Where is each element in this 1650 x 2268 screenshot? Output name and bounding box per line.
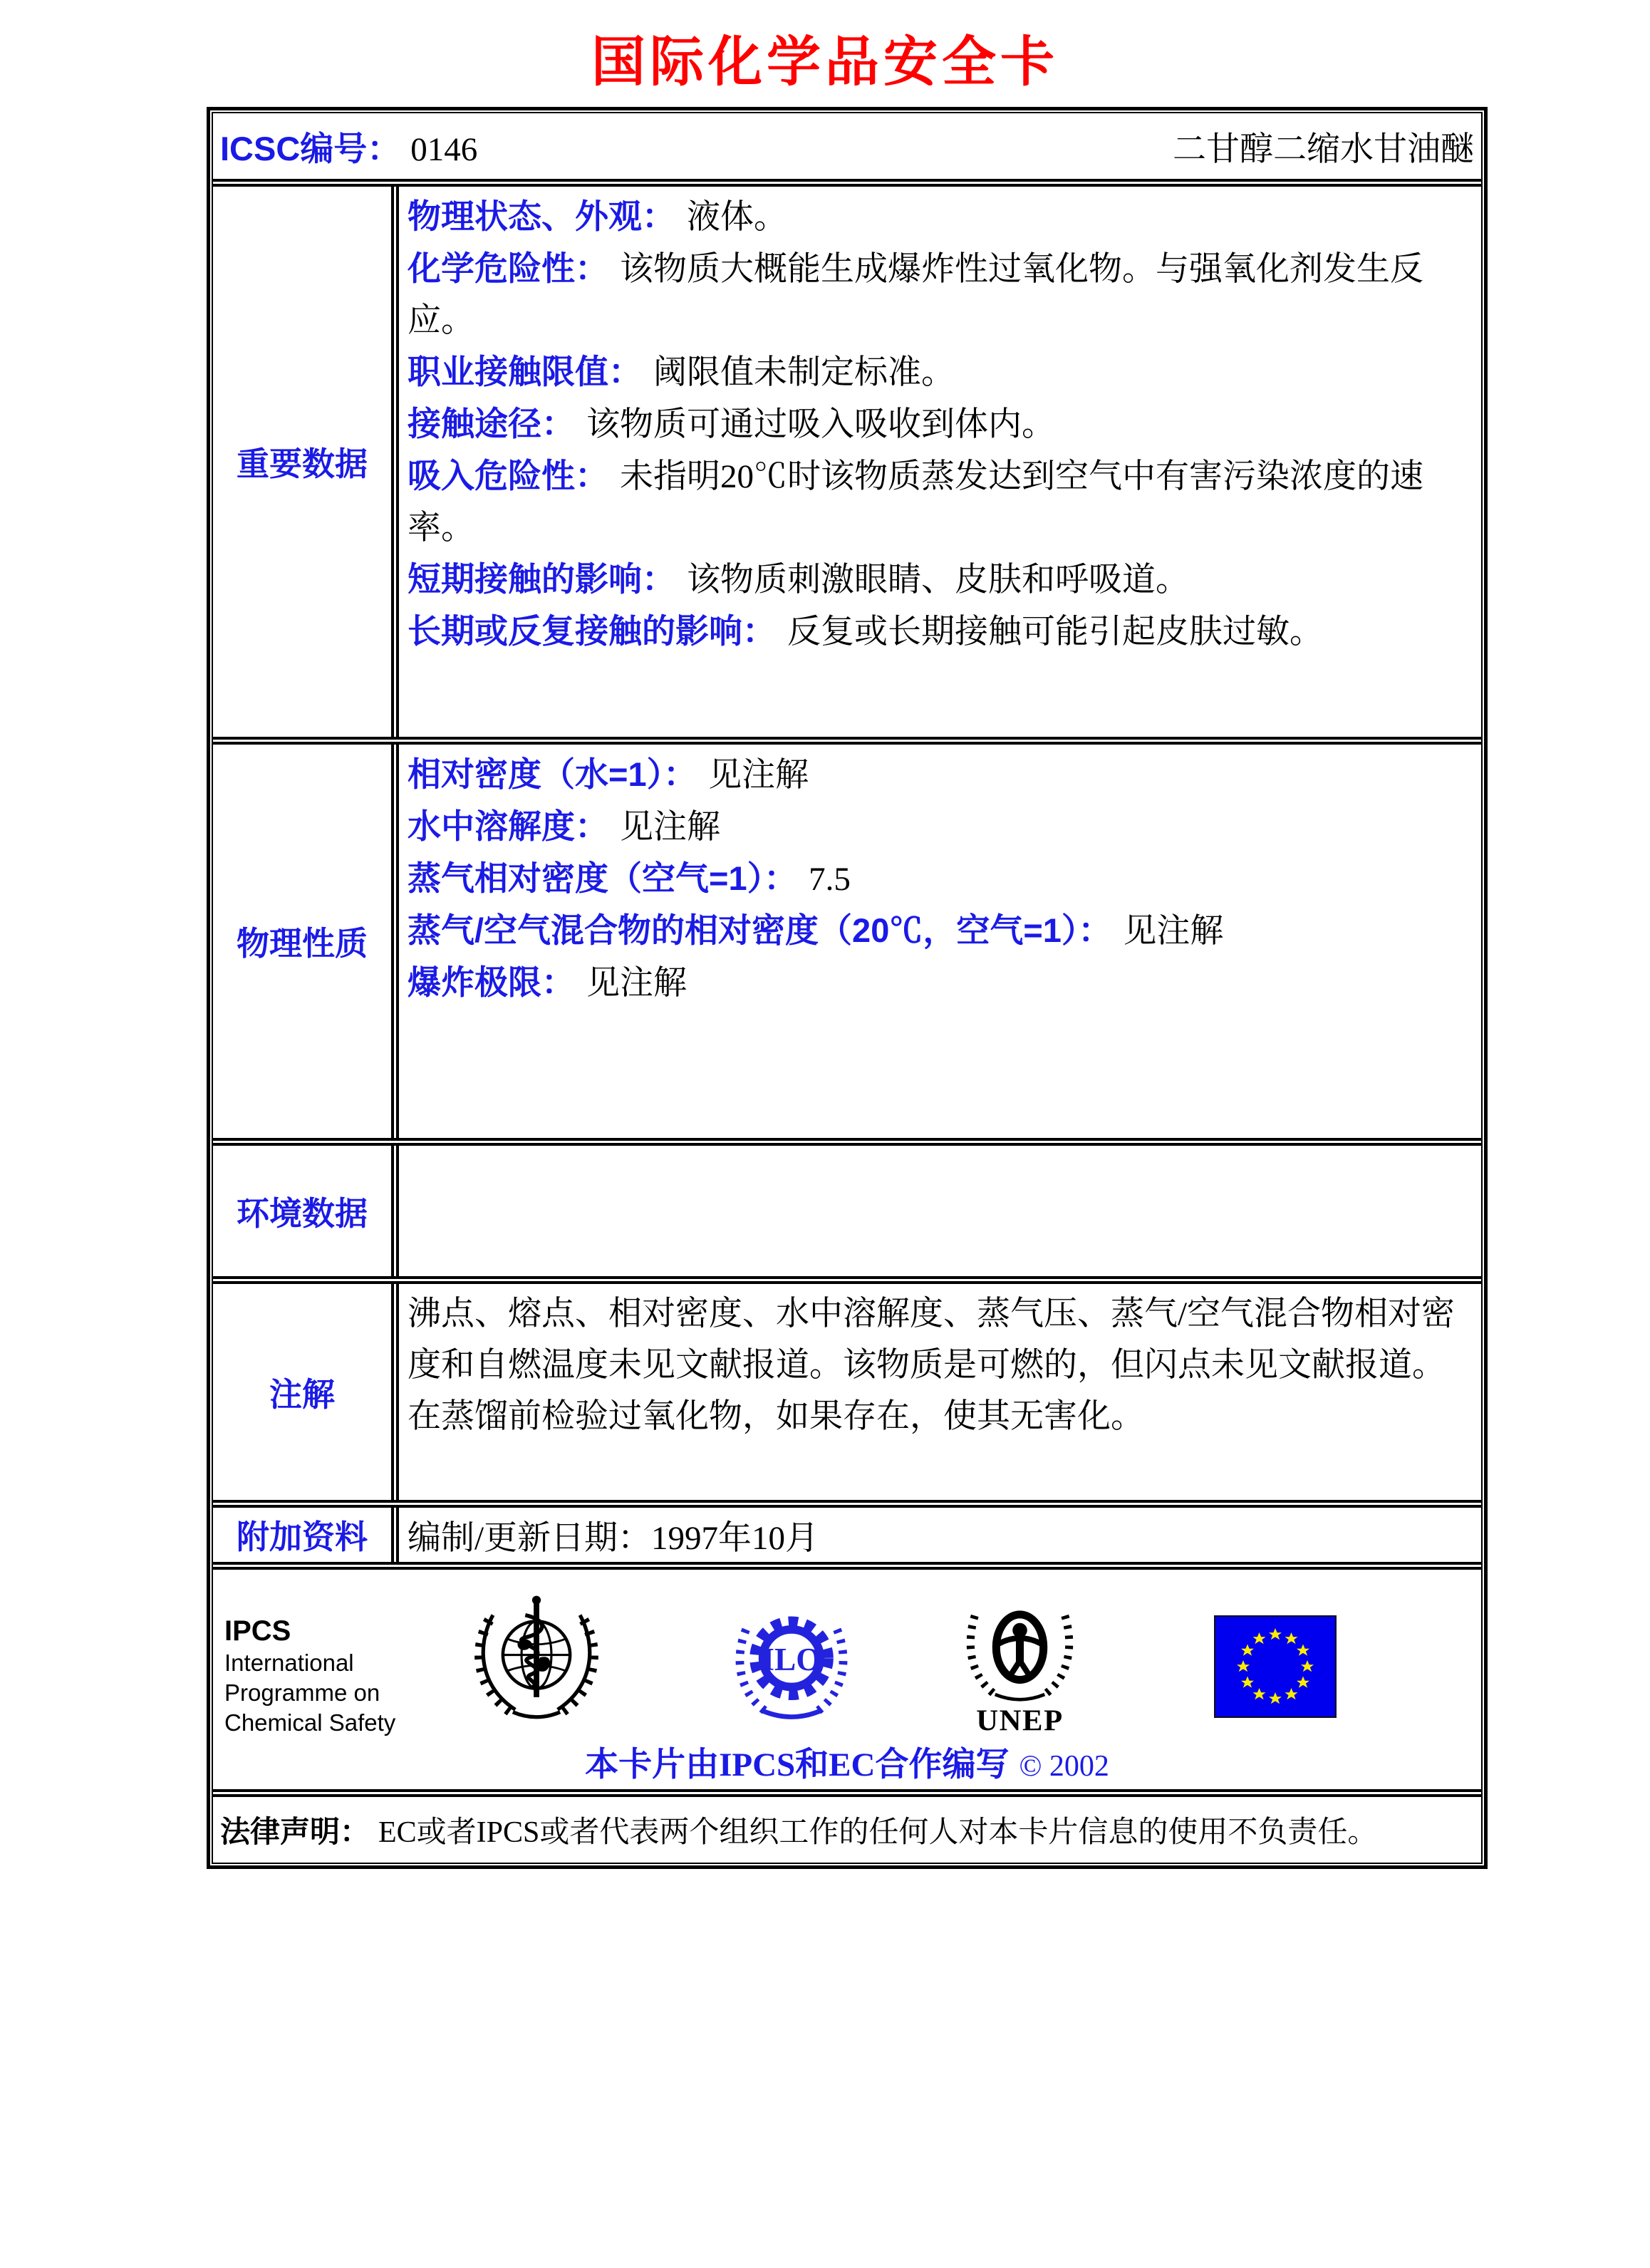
item-value: 阈限值未制定标准。 [653, 354, 955, 391]
section-label-environmental-data: 环境数据 [237, 1194, 368, 1232]
ipcs-block [224, 1614, 395, 1738]
page-title: 国际化学品安全卡 [591, 33, 1059, 93]
item-value: 7.5 [809, 861, 851, 898]
eu-flag-icon [1214, 1615, 1337, 1718]
ilo-letters: ILO [762, 1642, 821, 1678]
icsc-number-label: ICSC编号： [220, 129, 401, 167]
section-label-important-data: 重要数据 [237, 445, 368, 482]
data-item [408, 606, 1475, 658]
legal-text: EC或者IPCS或者代表两个组织工作的任何人对本卡片信息的使用不负责任。 [378, 1816, 1378, 1849]
item-value: 该物质大概能生成爆炸性过氧化物。与强氧化剂发生反应。 [408, 251, 1423, 339]
data-item [408, 346, 1475, 398]
section-content-environmental-data [399, 1146, 1481, 1276]
section-label-physical-properties: 物理性质 [237, 925, 368, 962]
copyright-text: © 2002 [1019, 1750, 1109, 1783]
column-divider [391, 187, 399, 737]
item-label: 水中溶解度： [408, 807, 608, 845]
row-separator [213, 179, 1481, 187]
legal-label: 法律声明： [220, 1815, 370, 1848]
item-label: 蒸气/空气混合物的相对密度（20℃，空气=1）： [408, 911, 1112, 949]
item-value: 液体。 [687, 199, 787, 236]
item-label: 接触途径： [408, 405, 575, 442]
icsc-number-field [220, 123, 477, 170]
organizations-row [213, 1570, 1481, 1789]
ilo-emblem-icon [732, 1605, 851, 1728]
section-environmental-data [213, 1146, 1481, 1276]
icsc-number-value: 0146 [410, 130, 478, 168]
unep-emblem-icon [961, 1595, 1079, 1735]
ipcs-line: Programme on [224, 1679, 380, 1706]
row-separator [213, 1562, 1481, 1570]
section-notes [213, 1284, 1481, 1500]
chemical-name: 二甘醇二缩水甘油醚 [1173, 130, 1474, 168]
data-item [408, 749, 1475, 801]
section-important-data [213, 187, 1481, 737]
section-content-important-data [399, 187, 1481, 737]
item-label: 职业接触限值： [408, 353, 642, 390]
row-separator [213, 1500, 1481, 1508]
item-label: 化学危险性： [408, 249, 608, 287]
row-separator [213, 737, 1481, 745]
column-divider [391, 1508, 399, 1562]
section-label-additional-info: 附加资料 [237, 1518, 368, 1555]
ipcs-acronym: IPCS [224, 1615, 291, 1647]
ipcs-line: International [224, 1650, 354, 1676]
data-item [408, 191, 1475, 243]
section-physical-properties [213, 745, 1481, 1138]
column-divider [391, 1146, 399, 1276]
item-value: 该物质可通过吸入吸收到体内。 [586, 406, 1055, 443]
notes-text: 沸点、熔点、相对密度、水中溶解度、蒸气压、蒸气/空气混合物相对密度和自燃温度未见文献报道。该物质是可燃的，但闪点未见文献报道。在蒸馏前检验过氧化物，如果存在，使其无害化。 [408, 1295, 1456, 1435]
data-item [408, 450, 1475, 554]
column-divider [391, 745, 399, 1138]
legal-statement-row [213, 1797, 1481, 1863]
item-value: 该物质刺激眼睛、皮肤和呼吸道。 [687, 561, 1189, 599]
data-item [408, 905, 1475, 957]
who-emblem-icon [468, 1593, 605, 1732]
section-label-notes: 注解 [269, 1375, 335, 1413]
section-additional-info [213, 1508, 1481, 1562]
item-value: 反复或长期接触可能引起皮肤过敏。 [787, 613, 1323, 651]
item-value: 见注解 [620, 809, 720, 846]
row-separator [213, 1276, 1481, 1284]
item-label: 相对密度（水=1）： [408, 755, 697, 793]
item-value: 见注解 [708, 757, 809, 794]
item-label: 蒸气相对密度（空气=1）： [408, 859, 798, 897]
credit-line [213, 1738, 1481, 1786]
data-item [408, 554, 1475, 606]
section-content-physical-properties [399, 745, 1481, 1138]
row-separator [213, 1138, 1481, 1146]
item-value: 见注解 [586, 965, 687, 1002]
unep-caption: UNEP [976, 1704, 1064, 1735]
item-label: 短期接触的影响： [408, 560, 675, 598]
data-item [408, 853, 1475, 905]
section-content-notes [399, 1284, 1481, 1500]
item-value: 见注解 [1123, 913, 1224, 950]
item-label: 物理状态、外观： [408, 197, 675, 235]
credit-text: 本卡片由IPCS和EC合作编写 [585, 1746, 1010, 1783]
data-item [408, 957, 1475, 1009]
item-label: 长期或反复接触的影响： [408, 612, 776, 650]
ipcs-line: Chemical Safety [224, 1709, 396, 1736]
card-header-row [213, 113, 1481, 179]
column-divider [391, 1284, 399, 1500]
row-separator [213, 1789, 1481, 1797]
section-content-additional-info: 编制/更新日期：1997年10月 [408, 1519, 819, 1557]
data-item [408, 398, 1475, 450]
item-label: 爆炸极限： [408, 963, 575, 1001]
icsc-card [207, 107, 1488, 1869]
item-value: 未指明20℃时该物质蒸发达到空气中有害污染浓度的速率。 [408, 458, 1423, 547]
data-item [408, 801, 1475, 853]
data-item [408, 243, 1475, 346]
item-label: 吸入危险性： [408, 457, 608, 494]
